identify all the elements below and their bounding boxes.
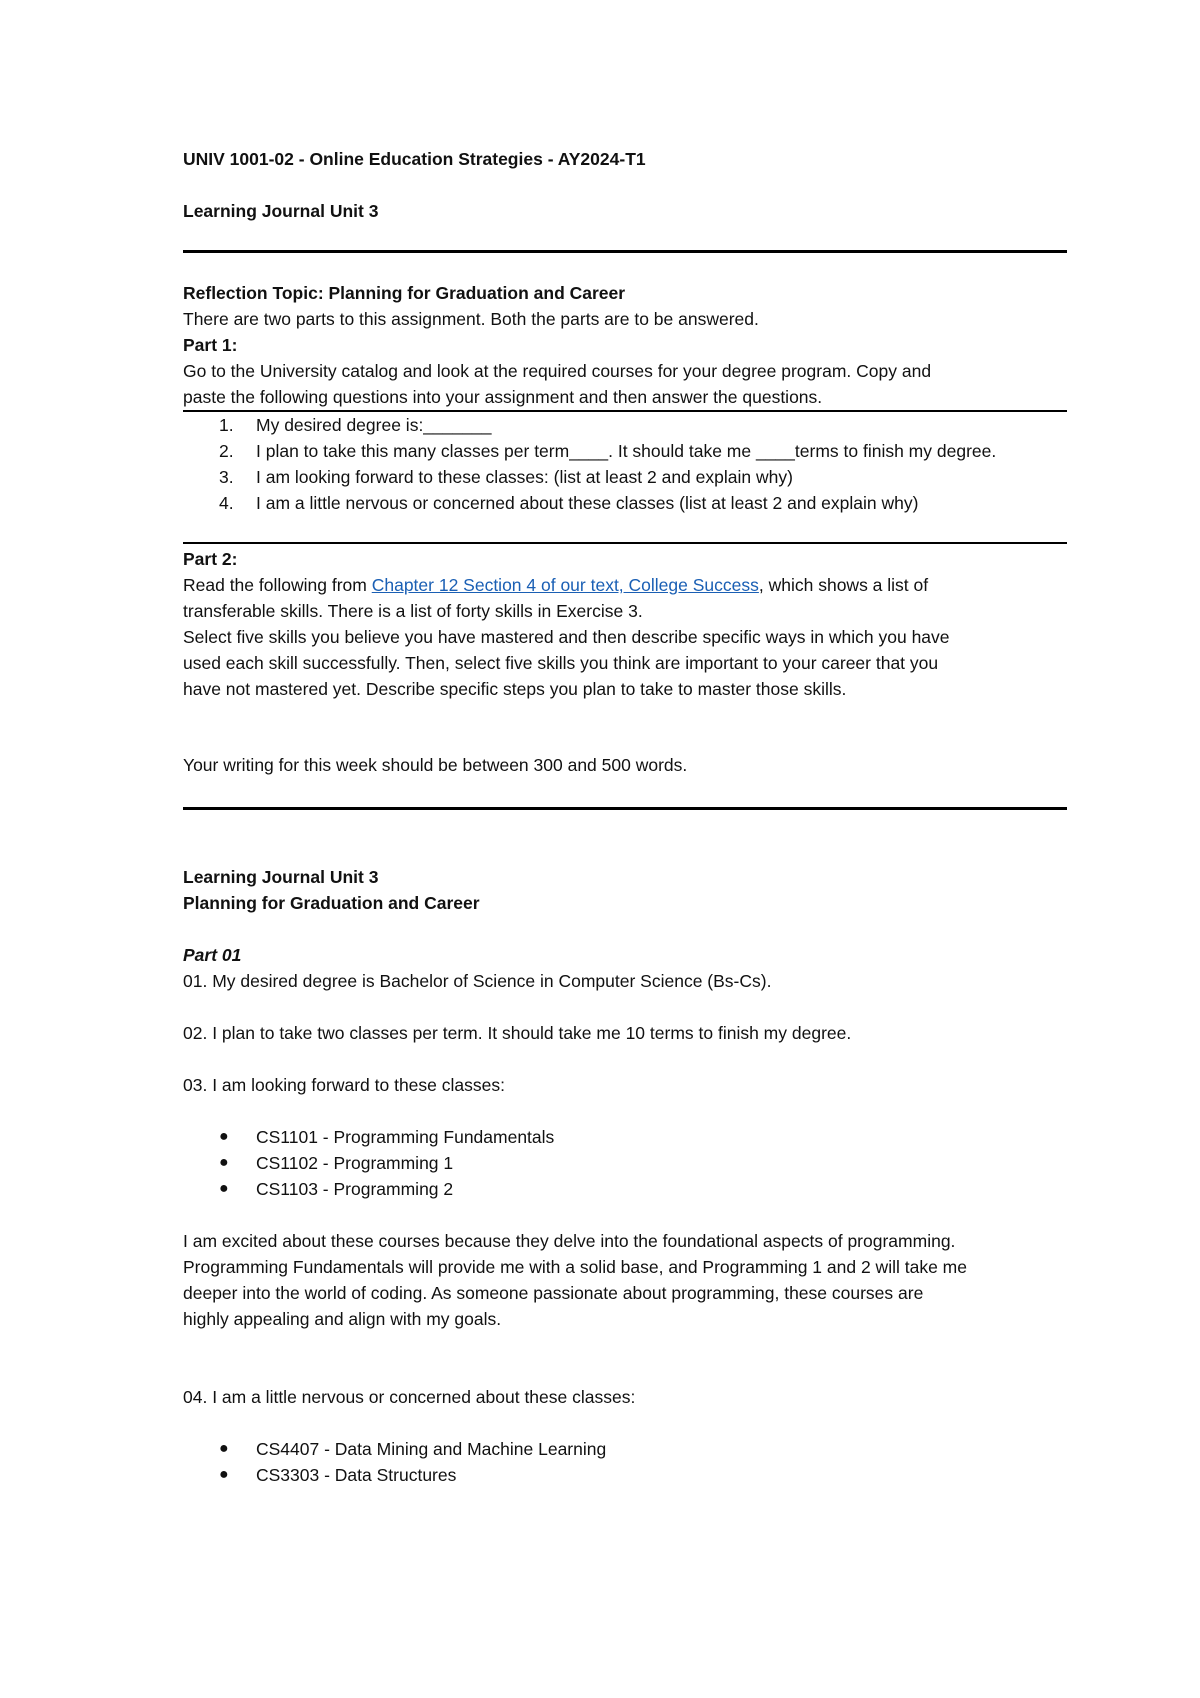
bullet-icon: ●: [219, 1154, 229, 1171]
list-item: 3. I am looking forward to these classes: (list at least 2 and explain why): [219, 467, 793, 487]
part2-instructions: transferable skills. There is a list of forty skills in Exercise 3.: [183, 601, 643, 621]
answer-3-paragraph: deeper into the world of coding. As someone passionate about programming, these courses are: [183, 1283, 924, 1303]
part2-instructions: have not mastered yet. Describe specific steps you plan to take to master those skills.: [183, 679, 847, 699]
classes-concerned-list: [183, 1436, 606, 1488]
list-item: ● CS1102 - Programming 1: [183, 1150, 554, 1176]
divider: [183, 542, 1067, 544]
part1-instructions: Go to the University catalog and look at the required courses for your degree program. Copy and: [183, 361, 932, 381]
answer-subtitle: Planning for Graduation and Career: [183, 893, 480, 913]
answer-3-intro: 03. I am looking forward to these classes:: [183, 1075, 505, 1095]
list-item: 2. I plan to take this many classes per term____. It should take me ____terms to finish my degree.: [219, 441, 997, 461]
reflection-topic: Reflection Topic: Planning for Graduation and Career: [183, 283, 626, 303]
list-item: ● CS3303 - Data Structures: [183, 1462, 606, 1488]
question-list: [183, 412, 1067, 516]
bullet-icon: ●: [219, 1466, 229, 1483]
list-item: ● CS1103 - Programming 2: [183, 1176, 554, 1202]
answer-3-paragraph: Programming Fundamentals will provide me with a solid base, and Programming 1 and 2 will take me: [183, 1257, 967, 1277]
chapter-link[interactable]: Chapter 12 Section 4 of our text, College Success: [371, 575, 759, 595]
list-item: 1. My desired degree is:_______: [219, 415, 492, 435]
divider: [183, 807, 1067, 810]
part-01-label: Part 01: [183, 945, 242, 965]
answer-2: 02. I plan to take two classes per term. It should take me 10 terms to finish my degree.: [183, 1023, 852, 1043]
part2-instructions: Select five skills you believe you have mastered and then describe specific ways in which you have: [183, 627, 950, 647]
part1-instructions: paste the following questions into your assignment and then answer the questions.: [183, 387, 823, 407]
bullet-icon: ●: [219, 1128, 229, 1145]
part2-instructions: used each skill successfully. Then, select five skills you think are important to your career that you: [183, 653, 939, 673]
answer-1: 01. My desired degree is Bachelor of Science in Computer Science (Bs-Cs).: [183, 971, 772, 991]
part2-instructions: Read the following from Chapter 12 Section 4 of our text, College Success, which shows a list of: [183, 575, 929, 595]
divider: [183, 250, 1067, 253]
bullet-icon: ●: [219, 1440, 229, 1457]
part1-label: Part 1:: [183, 335, 238, 355]
list-item: ● CS4407 - Data Mining and Machine Learning: [183, 1436, 606, 1462]
answer-4-intro: 04. I am a little nervous or concerned about these classes:: [183, 1387, 636, 1407]
answer-3-paragraph: I am excited about these courses because they delve into the foundational aspects of programming.: [183, 1231, 956, 1251]
answer-title: Learning Journal Unit 3: [183, 867, 379, 887]
part2-label: Part 2:: [183, 549, 238, 569]
list-item: ● CS1101 - Programming Fundamentals: [183, 1124, 554, 1150]
classes-looking-forward-list: [183, 1124, 554, 1202]
word-count-requirement: Your writing for this week should be between 300 and 500 words.: [183, 755, 688, 775]
bullet-icon: ●: [219, 1180, 229, 1197]
assignment-intro: There are two parts to this assignment. Both the parts are to be answered.: [183, 309, 759, 329]
answer-3-paragraph: highly appealing and align with my goals.: [183, 1309, 502, 1329]
list-item: 4. I am a little nervous or concerned about these classes (list at least 2 and explain why): [219, 493, 919, 513]
course-title: UNIV 1001-02 - Online Education Strategies - AY2024-T1: [183, 149, 646, 169]
journal-title: Learning Journal Unit 3: [183, 201, 379, 221]
